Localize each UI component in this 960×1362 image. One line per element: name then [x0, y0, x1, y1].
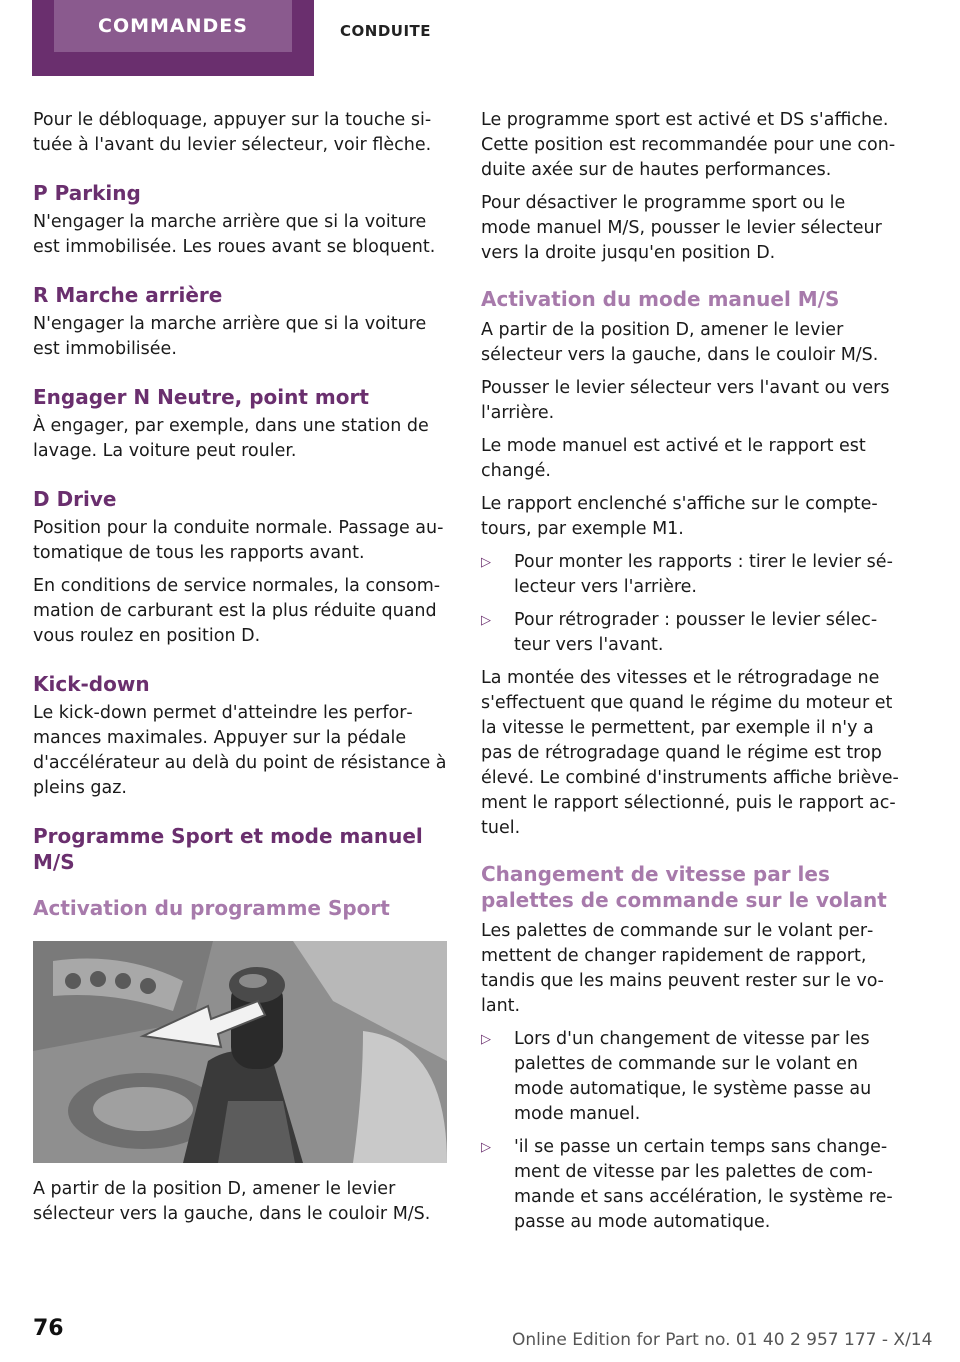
- intro-paragraph: Pour le débloquage, appuyer sur la touche située à l'avant du levier sélecteur, voir flèche.: [33, 110, 432, 155]
- paragraph-kickdown: Le kick-down permet d'atteindre les performances maximales. Appuyer sur la pédale d'accélérateur au delà du point de résistance à pleins gaz.: [33, 703, 447, 798]
- list-item-text: Pour rétrograder : pousser le levier sélecteur vers l'avant.: [514, 610, 878, 655]
- heading-sport-activation: Activation du programme Sport: [33, 896, 390, 920]
- paragraph-paddles: Les palettes de commande sur le volant permettent de changer rapidement de rapport, tandis que les mains peuvent rester sur le volant.: [481, 921, 884, 1016]
- paragraph-p-parking: N'engager la marche arrière que si la voiture est immobilisée. Les roues avant se bloquent.: [33, 212, 436, 257]
- paddles-list: [481, 1027, 899, 1235]
- triangle-bullet-icon: ▷: [481, 613, 491, 628]
- paragraph-shift-limits: La montée des vitesses et le rétrogradage ne s'effectuent que quand le régime du moteur et la vitesse le permettent, par exemple il n'y a pas de rétrogradage quand le régime est trop élevé. Le combiné d'instruments affiche brièvement le rapport sélectionné, puis le rapport actuel.: [481, 668, 899, 838]
- left-column: [33, 108, 451, 1235]
- paragraph-sport-active: Le programme sport est activé et DS s'affiche. Cette position est recommandée pour une conduite axée sur de hautes performances.: [481, 110, 896, 180]
- triangle-bullet-icon: ▷: [481, 1140, 491, 1155]
- tab-conduite-label: CONDUITE: [340, 22, 432, 40]
- triangle-bullet-icon: ▷: [481, 555, 491, 570]
- gear-selector-photo: [33, 941, 447, 1163]
- list-item-text: Lors d'un changement de vitesse par les palettes de commande sur le volant en mode automatique, le système passe au mode manuel.: [514, 1029, 872, 1124]
- list-item: [481, 608, 899, 658]
- tab-conduite[interactable]: [340, 22, 431, 52]
- shift-instructions-list: [481, 550, 899, 658]
- heading-n-neutral: Engager N Neutre, point mort: [33, 385, 369, 409]
- tab-commandes[interactable]: [54, 0, 292, 52]
- header-tab-bar: [32, 0, 314, 76]
- paragraph-manual-1: A partir de la position D, amener le levier sélecteur vers la gauche, dans le couloir M/S.: [481, 320, 879, 365]
- heading-r-reverse: R Marche arrière: [33, 283, 223, 307]
- tab-commandes-label: COMMANDES: [98, 15, 248, 37]
- triangle-bullet-icon: ▷: [481, 1032, 491, 1047]
- heading-manual-activation: Activation du mode manuel M/S: [481, 287, 840, 311]
- paragraph-manual-2: Pousser le levier sélecteur vers l'avant ou vers l'arrière.: [481, 378, 890, 423]
- heading-paddles: Changement de vitesse par les palettes de commande sur le volant: [481, 862, 887, 912]
- paragraph-n-neutral: À engager, par exemple, dans une station de lavage. La voiture peut rouler.: [33, 416, 429, 461]
- list-item: [481, 1027, 899, 1127]
- figure-caption: A partir de la position D, amener le levier sélecteur vers la gauche, dans le couloir M/S.: [33, 1179, 431, 1224]
- gear-selector-illustration: [33, 941, 447, 1163]
- right-column: [481, 108, 899, 1243]
- list-item-text: Pour monter les rapports : tirer le levier sélecteur vers l'arrière.: [514, 552, 893, 597]
- paragraph-d-drive-2: En conditions de service normales, la consommation de carburant est la plus réduite quand vous roulez en position D.: [33, 576, 441, 646]
- heading-kickdown: Kick-down: [33, 672, 150, 696]
- heading-d-drive: D Drive: [33, 487, 117, 511]
- footer-edition: Online Edition for Part no. 01 40 2 957 177 - X/14: [512, 1330, 933, 1350]
- paragraph-r-reverse: N'engager la marche arrière que si la voiture est immobilisée.: [33, 314, 427, 359]
- list-item: [481, 550, 899, 600]
- heading-p-parking: P Parking: [33, 181, 141, 205]
- paragraph-manual-3: Le mode manuel est activé et le rapport est changé.: [481, 436, 866, 481]
- paragraph-sport-deactivate: Pour désactiver le programme sport ou le mode manuel M/S, pousser le levier sélecteur vers la droite jusqu'en position D.: [481, 193, 882, 263]
- paragraph-d-drive-1: Position pour la conduite normale. Passage automatique de tous les rapports avant.: [33, 518, 444, 563]
- list-item: [481, 1135, 899, 1235]
- page-number: 76: [33, 1316, 64, 1341]
- paragraph-manual-4: Le rapport enclenché s'affiche sur le compte-tours, par exemple M1.: [481, 494, 878, 539]
- heading-sport-manual: Programme Sport et mode manuel M/S: [33, 824, 423, 874]
- list-item-text: 'il se passe un certain temps sans changement de vitesse par les palettes de commande et sans accélération, le système repasse au mode automatique.: [514, 1137, 893, 1232]
